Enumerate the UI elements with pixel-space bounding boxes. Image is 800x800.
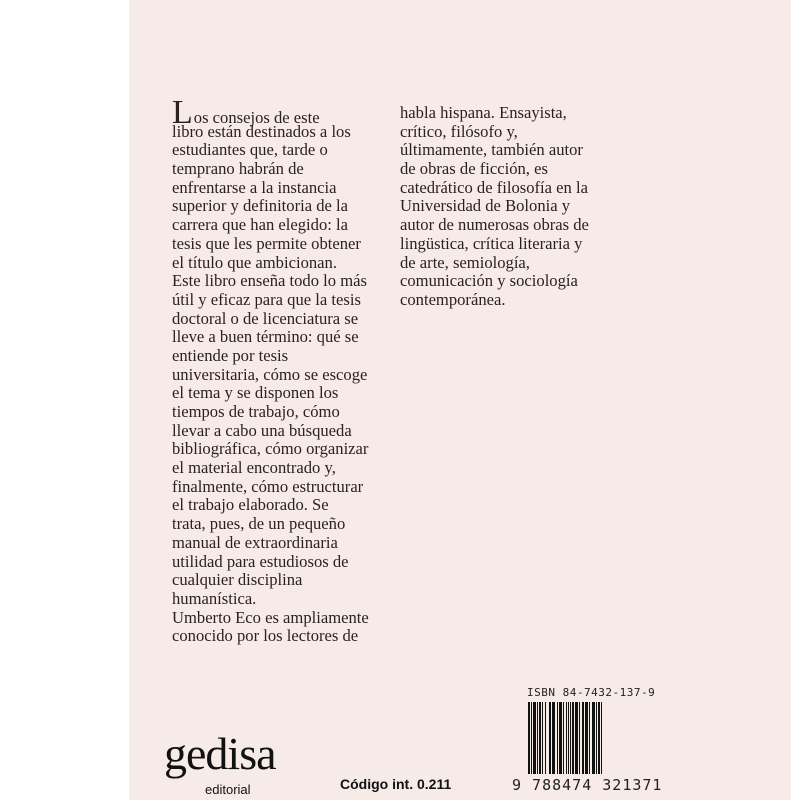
barcode-bar	[602, 702, 603, 774]
text-line-content: Este libro enseña todo lo más	[172, 271, 367, 291]
text-line-content: cualquier disciplina	[172, 570, 303, 590]
text-line-content: bibliográfica, cómo organizar	[172, 439, 369, 459]
text-line	[172, 179, 369, 198]
text-line	[172, 197, 369, 216]
text-line-content: superior y definitoria de la	[172, 196, 349, 216]
text-line	[172, 272, 369, 291]
text-line-content: lingüstica, crítica literaria y	[400, 233, 583, 253]
text-line	[400, 160, 589, 179]
text-line	[172, 609, 369, 628]
text-line-content: contemporánea.	[400, 289, 506, 309]
text-line-content: manual de extraordinaria	[172, 532, 338, 552]
publisher-logo: gedisa	[164, 728, 276, 779]
text-line-content: estudiantes que, tarde o	[172, 140, 328, 160]
text-line-content: finalmente, cómo estructurar	[172, 476, 364, 496]
text-line	[172, 478, 369, 497]
text-line-content: universitaria, cómo se escoge	[172, 364, 368, 384]
text-line	[172, 515, 369, 534]
text-line-content: lleve a buen término: qué se	[172, 327, 359, 347]
text-line-content: habla hispana. Ensayista,	[400, 103, 567, 122]
text-line-content: tesis que les permite obtener	[172, 233, 361, 253]
text-line	[172, 347, 369, 366]
text-line	[172, 123, 369, 142]
text-line	[172, 571, 369, 590]
text-line	[172, 384, 369, 403]
text-line-content: trata, pues, de un pequeño	[172, 514, 346, 534]
blurb-left-column	[172, 94, 369, 646]
text-line-content: libro están destinados a los	[172, 121, 351, 141]
barcode	[528, 702, 632, 774]
text-line-content: catedrático de filosofía en la	[400, 177, 588, 197]
text-line	[172, 403, 369, 422]
text-line	[172, 590, 369, 609]
text-line	[172, 496, 369, 515]
text-line	[172, 366, 369, 385]
text-line-content: comunicación y sociología	[400, 271, 578, 291]
text-line-content: utilidad para estudiosos de	[172, 551, 349, 571]
text-line-content: de arte, semiología,	[400, 252, 530, 272]
text-line	[172, 291, 369, 310]
text-line	[400, 123, 589, 142]
text-line	[400, 179, 589, 198]
text-line	[400, 235, 589, 254]
text-line-content: tiempos de trabajo, cómo	[172, 402, 340, 421]
text-line	[172, 553, 369, 572]
text-line	[400, 216, 589, 235]
text-line	[400, 104, 589, 123]
drop-cap: L	[172, 94, 193, 131]
text-line	[172, 254, 369, 273]
text-line	[172, 216, 369, 235]
text-line-content: doctoral o de licenciatura se	[172, 308, 359, 328]
text-line-content: el título que ambicionan.	[172, 252, 337, 272]
text-line-content: Universidad de Bolonia y	[400, 196, 571, 216]
text-line-content: de obras de ficción, es	[400, 159, 548, 179]
text-line	[400, 291, 589, 310]
text-line-content: autor de numerosas obras de	[400, 215, 589, 235]
text-line	[172, 440, 369, 459]
text-line-content: el material encontrado y,	[172, 458, 336, 478]
text-line	[400, 272, 589, 291]
text-line	[400, 141, 589, 160]
text-line	[172, 422, 369, 441]
text-line-content: os consejos de este	[193, 108, 320, 127]
internal-code: Código int. 0.211	[340, 776, 452, 792]
text-line-content: el trabajo elaborado. Se	[172, 495, 329, 515]
text-line	[400, 197, 589, 216]
text-line-content: carrera que han elegido: la	[172, 215, 348, 235]
text-line	[400, 254, 589, 273]
text-line-content: Umberto Eco es ampliamente	[172, 607, 369, 627]
text-line	[172, 141, 369, 160]
isbn-label: ISBN 84-7432-137-9	[527, 686, 656, 699]
text-line	[172, 160, 369, 179]
text-line-content: el tema y se disponen los	[172, 383, 339, 403]
text-line	[172, 627, 369, 646]
text-line-content: llevar a cabo una búsqueda	[172, 420, 352, 440]
barcode-number: 9 788474 321371	[512, 776, 663, 794]
text-line-content: enfrentarse a la instancia	[172, 177, 337, 197]
text-line	[172, 328, 369, 347]
text-line-content: conocido por los lectores de	[172, 626, 359, 646]
publisher-logo-sub: editorial	[205, 782, 251, 797]
text-line-content: entiende por tesis	[172, 345, 289, 365]
text-line-content: últimamente, también autor	[400, 140, 583, 160]
text-line	[172, 235, 369, 254]
text-line-content: humanística.	[172, 588, 257, 608]
text-line	[172, 534, 369, 553]
text-line	[172, 459, 369, 478]
text-line-content: temprano habrán de	[172, 159, 304, 179]
blurb-right-column	[400, 104, 589, 310]
text-line-content: útil y eficaz para que la tesis	[172, 289, 361, 309]
text-line	[172, 310, 369, 329]
text-line-content: crítico, filósofo y,	[400, 121, 518, 141]
